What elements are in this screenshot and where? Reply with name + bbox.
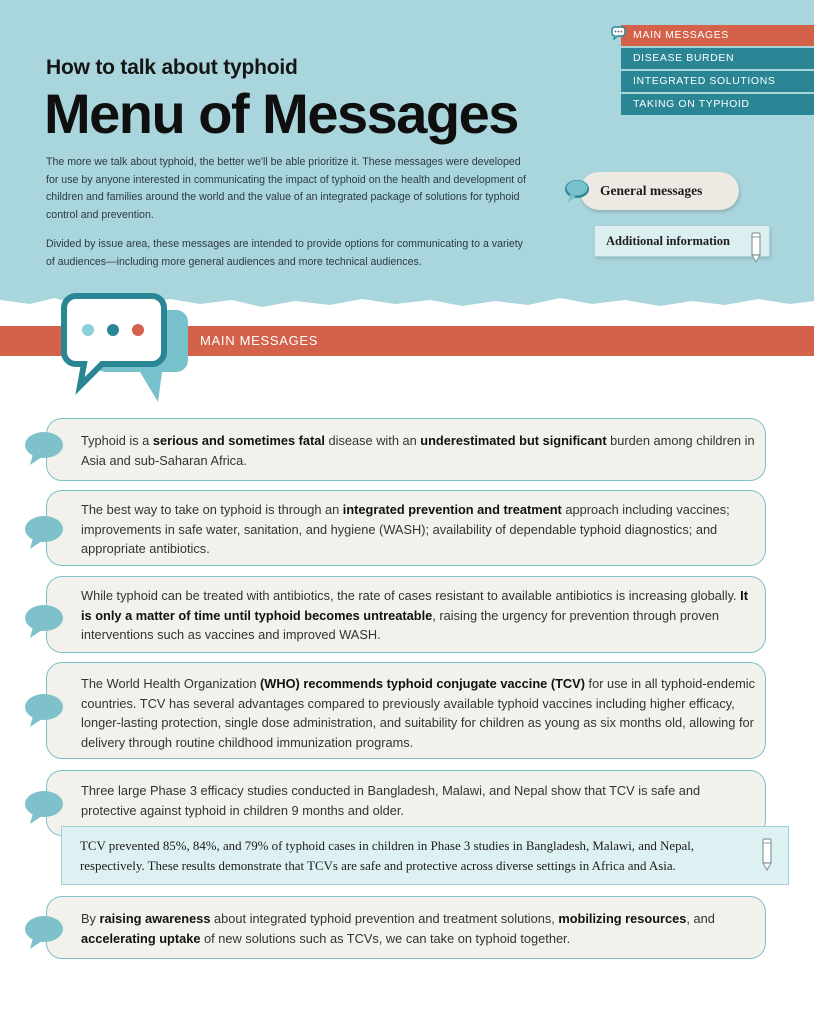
intro-paragraph-1: The more we talk about typhoid, the better we'll be able prioritize it. These messages were developed for use by anyone interested in communicating the impact of typhoid on the health and development of children and families around the world and the value of an integrated package of solutions for typhoid control and prevention. xyxy=(46,156,526,221)
speech-bubble-icon xyxy=(22,789,66,825)
message-emphasis: accelerating uptake xyxy=(81,930,201,946)
message-fragment: The World Health Organization xyxy=(81,676,261,691)
message-fragment: Three large Phase 3 efficacy studies conducted in Bangladesh, Malawi, and Nepal show that TCV is safe and protective against typhoid in children 9 months and older. xyxy=(81,783,701,818)
message-emphasis: underestimated but significant xyxy=(420,433,607,448)
nav-item-disease-burden[interactable]: DISEASE BURDEN xyxy=(621,48,814,69)
speech-bubble-icon xyxy=(22,514,66,550)
message-fragment: Typhoid is a xyxy=(81,433,153,448)
message-fragment: , raising the urgency for prevention through proven interventions such as vaccines and improved WASH. xyxy=(81,607,719,642)
message-emphasis: integrated prevention and treatment xyxy=(342,502,562,517)
additional-info-box xyxy=(61,826,789,885)
message-card-2 xyxy=(46,490,766,566)
message-fragment: for use in all typhoid-endemic countries. TCV has several advantages compared to previously available typhoid vaccines including higher efficacy, longer-lasting protection, single dose administration, and suitability for children as young as six months old, allowing for delivery through routine childhood immunization programs. xyxy=(81,676,755,750)
message-card-3 xyxy=(46,576,766,653)
page-subtitle: How to talk about typhoid xyxy=(46,56,298,79)
message-card-1 xyxy=(46,418,766,481)
chat-bubble-icon xyxy=(611,26,627,40)
nav-item-main-messages[interactable]: MAIN MESSAGES xyxy=(621,25,814,46)
section-nav xyxy=(621,25,814,117)
speech-bubble-icon xyxy=(22,603,66,639)
chat-bubbles-icon xyxy=(58,290,198,412)
intro-paragraph-2: Divided by issue area, these messages are intended to provide options for communicating to a variety of audiences—including more general audiences and more technical audiences. xyxy=(46,238,523,268)
message-text-2 xyxy=(81,500,755,559)
pencil-icon xyxy=(749,232,763,264)
message-fragment: approach including vaccines; improvements in safe water, sanitation, and hygiene (WASH); availability of dependable typhoid diagnostics; and appropriate antibiotics. xyxy=(81,502,730,556)
section-title: MAIN MESSAGES xyxy=(200,333,319,348)
pencil-icon xyxy=(760,838,774,872)
legend-general-label: General messages xyxy=(600,183,703,198)
speech-bubble-icon xyxy=(22,692,66,728)
message-fragment: By xyxy=(81,911,100,926)
message-fragment: The best way to take on typhoid is through an xyxy=(81,502,343,517)
message-text-1 xyxy=(81,431,755,470)
message-fragment: , and xyxy=(686,911,715,926)
message-text-3 xyxy=(81,586,755,645)
message-text-6 xyxy=(81,909,755,948)
message-emphasis: (WHO) recommends typhoid conjugate vaccine (TCV) xyxy=(260,676,585,691)
legend-additional-information xyxy=(594,225,770,257)
message-text-5 xyxy=(81,781,755,820)
message-emphasis: It is only a matter of time until typhoid becomes untreatable xyxy=(81,588,748,623)
legend-additional-label: Additional information xyxy=(606,234,730,248)
message-card-4 xyxy=(46,662,766,759)
page-title: Menu of Messages xyxy=(44,82,518,145)
nav-item-taking-on-typhoid[interactable]: TAKING ON TYPHOID xyxy=(621,94,814,115)
message-fragment: of new solutions such as TCVs, we can take on typhoid together. xyxy=(200,930,571,946)
message-emphasis: mobilizing resources xyxy=(558,911,687,926)
message-card-6 xyxy=(46,896,766,959)
message-fragment: about integrated typhoid prevention and treatment solutions, xyxy=(210,911,559,926)
nav-item-integrated-solutions[interactable]: INTEGRATED SOLUTIONS xyxy=(621,71,814,92)
additional-info-text: TCV prevented 85%, 84%, and 79% of typhoid cases in children in Phase 3 studies in Bangladesh, Malawi, and Nepal, respectively. These results demonstrate that TCVs are safe and protective across diverse settings in Africa and Asia. xyxy=(80,839,695,873)
message-fragment: burden among children in Asia and sub-Saharan Africa. xyxy=(81,433,755,468)
speech-bubble-icon xyxy=(22,430,66,466)
message-text-4 xyxy=(81,674,755,752)
message-emphasis: serious and sometimes fatal xyxy=(152,433,325,448)
message-fragment: disease with an xyxy=(324,433,421,448)
legend-general-messages xyxy=(580,172,739,210)
speech-bubble-icon xyxy=(22,914,66,950)
message-fragment: While typhoid can be treated with antibiotics, the rate of cases resistant to available antibiotics is increasing globally. xyxy=(81,588,741,603)
message-emphasis: raising awareness xyxy=(99,911,211,926)
speech-bubble-icon xyxy=(563,178,591,204)
